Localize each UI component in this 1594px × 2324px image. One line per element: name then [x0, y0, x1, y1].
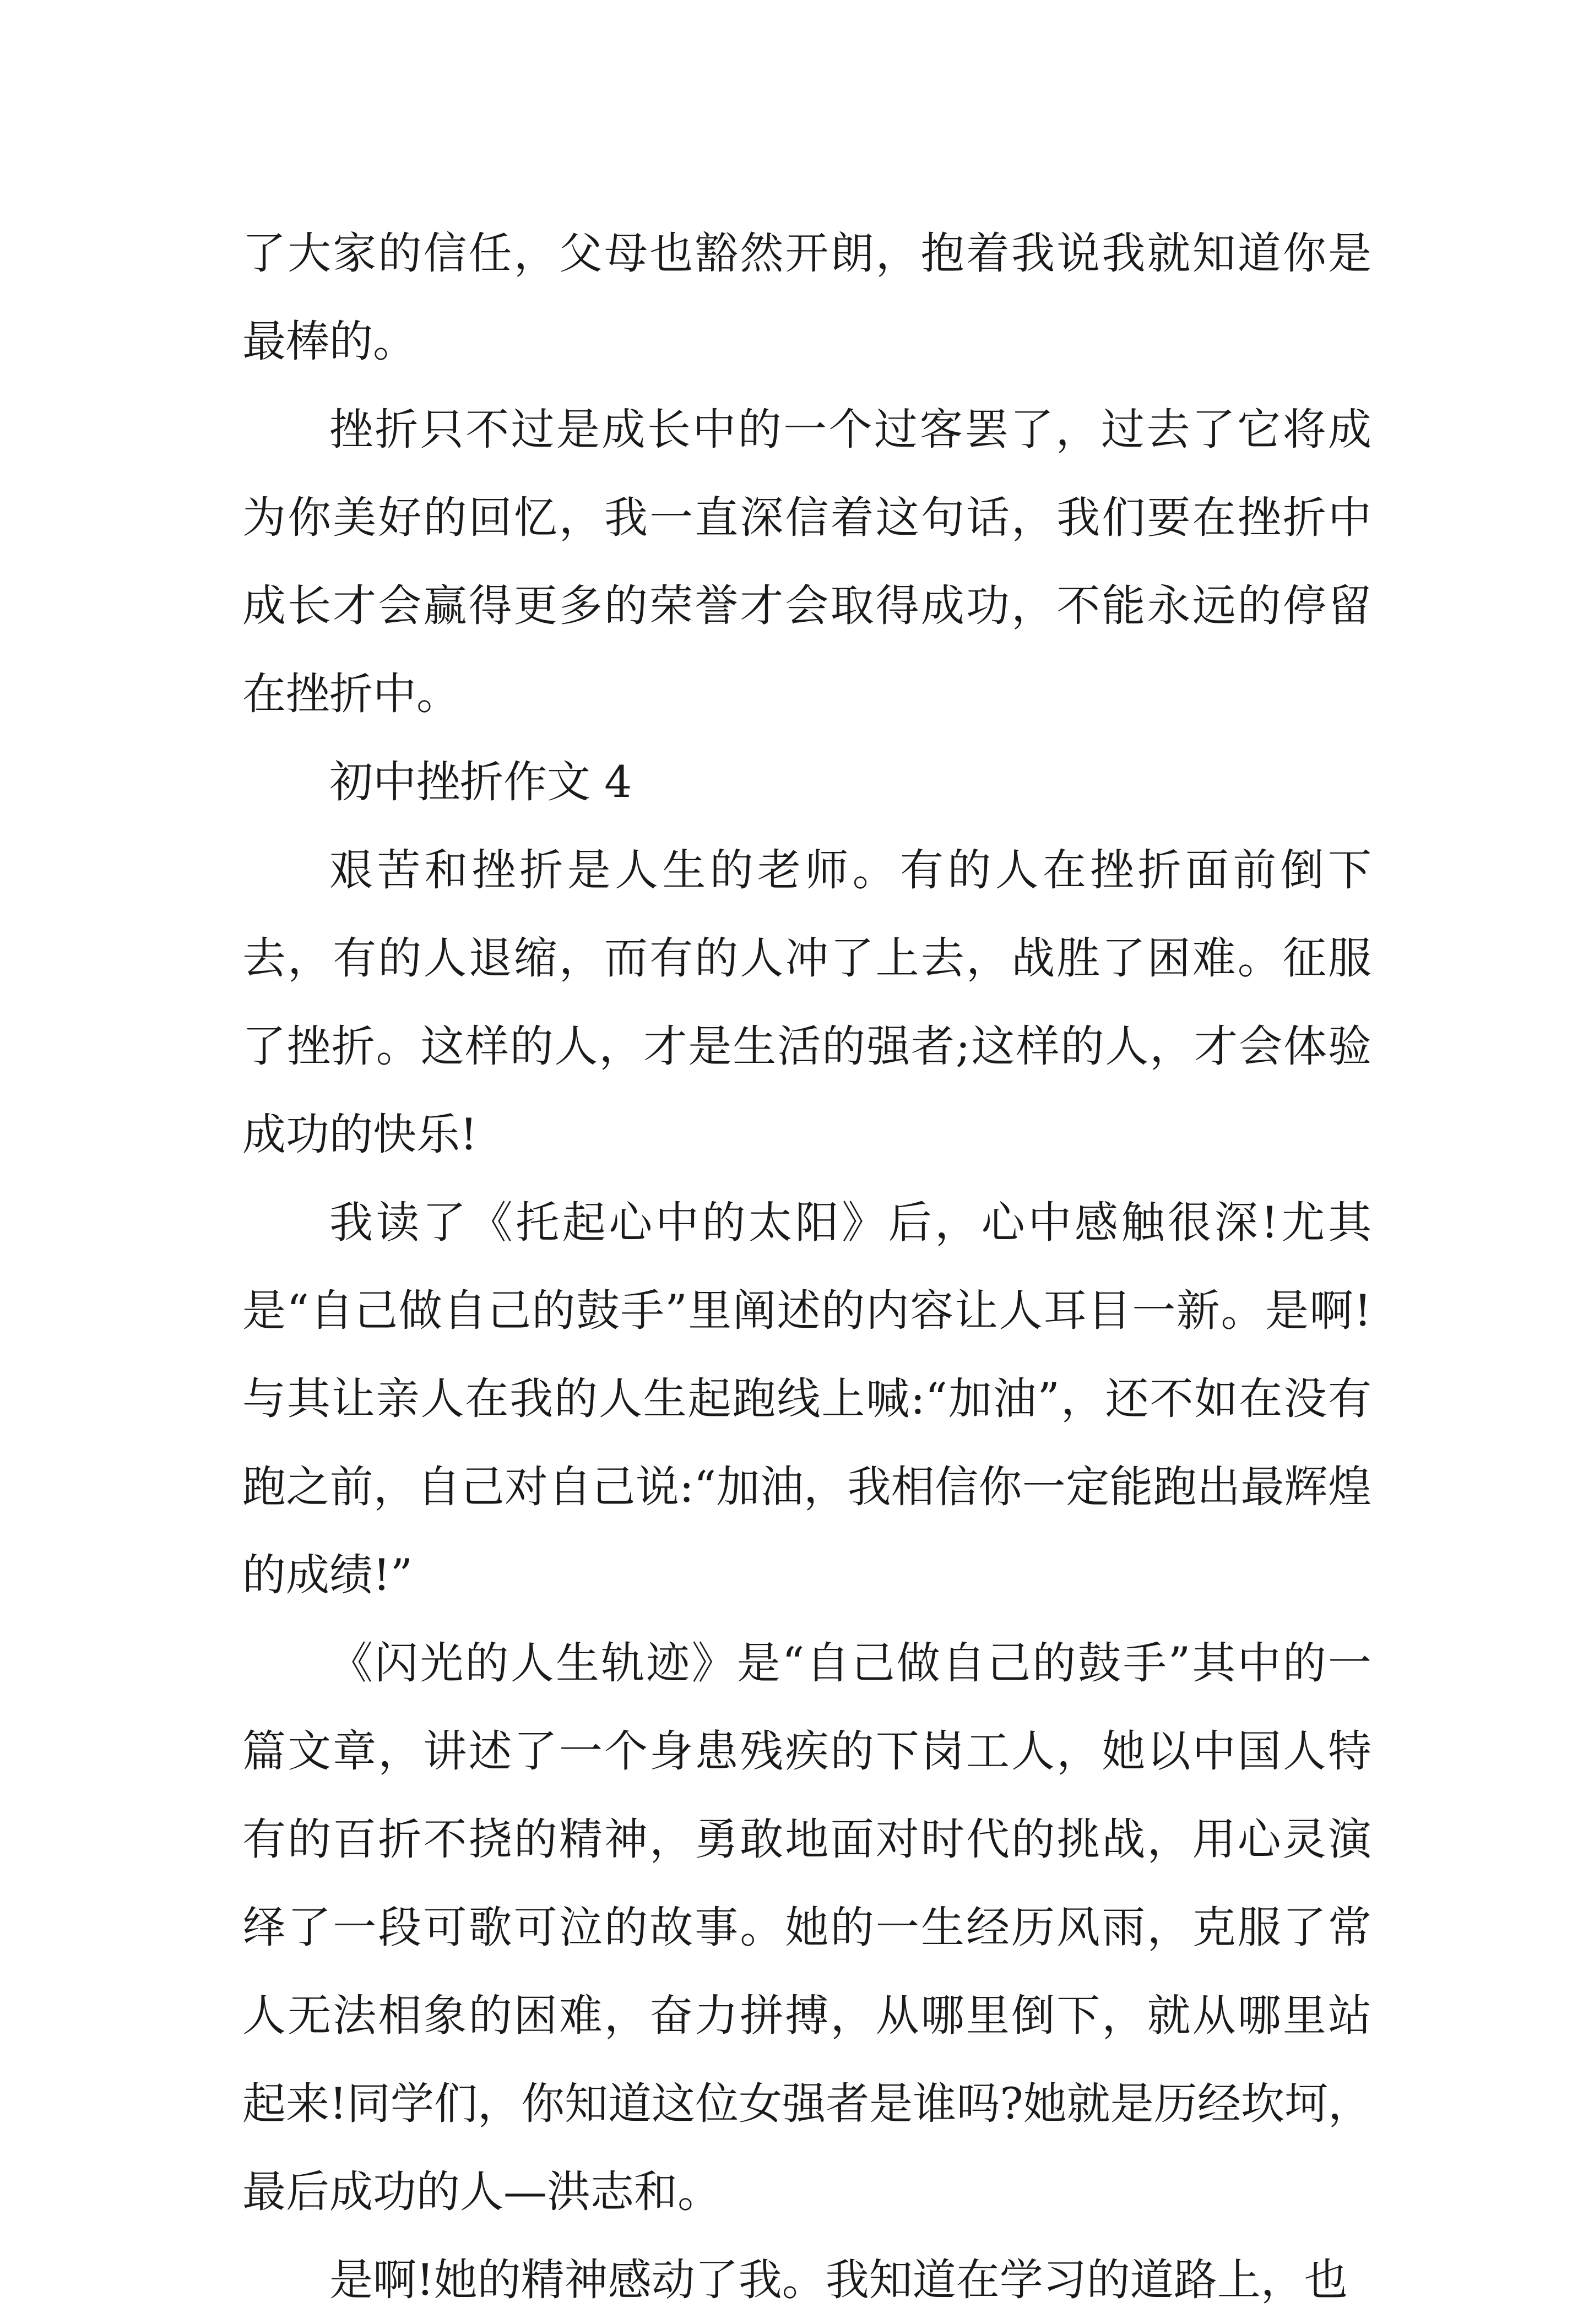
paragraph-story: 《闪光的人生轨迹》是“自己做自己的鼓手”其中的一篇文章，讲述了一个身患残疾的下岗工人，她以中国人特有的百折不挠的精神，勇敢地面对时代的挑战，用心灵演绎了一段可歌可泣的故事。她的一生经历风雨，克服了常人无法相象的困难，奋力拼搏，从哪里倒下，就从哪里站起来!同学们，你知道这位女强者是谁吗?她就是历经坎坷，最后成功的人—洪志和。	[242, 1638, 1371, 2217]
paragraph-book-reading: 我读了《托起心中的太阳》后，心中感触很深!尤其是“自己做自己的鼓手”里阐述的内容让人耳目一新。是啊!与其让亲人在我的人生起跑线上喊:“加油”，还不如在没有跑之前，自己对自己说:“加油，我相信你一定能跑出最辉煌的成绩!”	[242, 1197, 1371, 1600]
paragraph-continuation: 了大家的信任，父母也豁然开朗，抱着我说我就知道你是最棒的。	[242, 228, 1371, 367]
document-body	[242, 209, 1371, 2324]
section-heading: 初中挫折作文 4	[329, 757, 632, 807]
paragraph-closing: 是啊!她的精神感动了我。我知道在学习的道路上，也	[329, 2255, 1348, 2305]
paragraph-reflection: 挫折只不过是成长中的一个过客罢了，过去了它将成为你美好的回忆，我一直深信着这句话，我们要在挫折中成长才会赢得更多的荣誉才会取得成功，不能永远的停留在挫折中。	[242, 404, 1371, 719]
paragraph-intro: 艰苦和挫折是人生的老师。有的人在挫折面前倒下去，有的人退缩，而有的人冲了上去，战胜了困难。征服了挫折。这样的人，才是生活的强者;这样的人，才会体验成功的快乐!	[242, 845, 1371, 1160]
